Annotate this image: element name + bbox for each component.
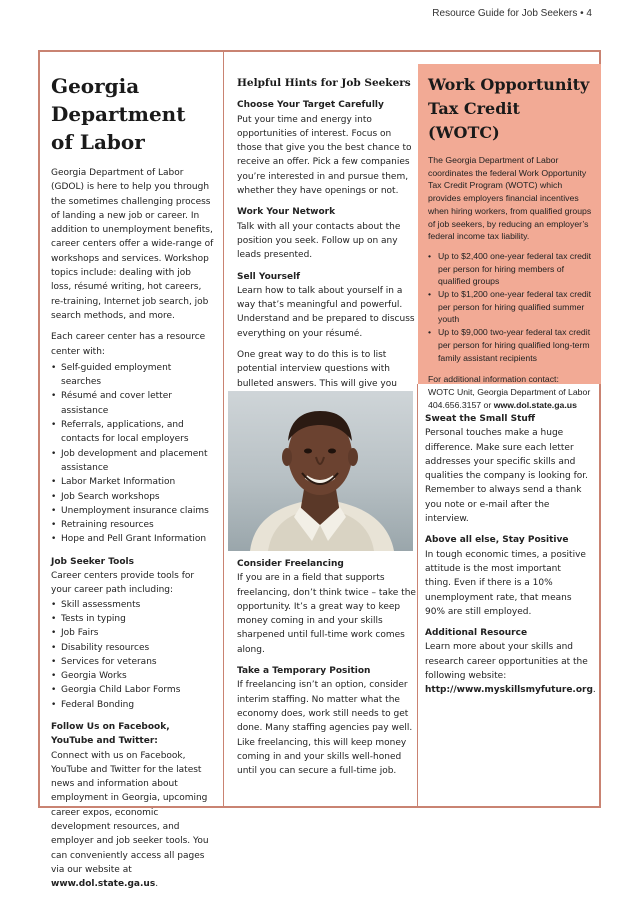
page-header: Resource Guide for Job Seekers • 4 bbox=[432, 8, 592, 19]
man-portrait-photo bbox=[228, 391, 413, 551]
middle-column-lower bbox=[237, 557, 417, 785]
list-item: • Georgia Child Labor Forms bbox=[51, 683, 214, 697]
right-column bbox=[425, 412, 596, 705]
wotc-box bbox=[418, 64, 601, 410]
portrait-illustration bbox=[228, 391, 413, 551]
list-item: • Job Fairs bbox=[51, 626, 214, 640]
list-item: • Up to $2,400 one-year federal tax credit per person for hiring members of qualified groups bbox=[428, 250, 593, 288]
list-item: • Unemployment insurance claims bbox=[51, 504, 214, 518]
social-end: . bbox=[155, 879, 159, 890]
hint-text: Put your time and energy into opportunities of interest. Focus on those that give you the best chance to receive an offer. Pick a few companies you’re interested in and pursue them, whether they have openings or not. bbox=[237, 114, 412, 197]
section-title-gdol bbox=[51, 72, 214, 156]
wotc-body bbox=[428, 154, 593, 411]
resource-link[interactable]: http://www.myskillsmyfuture.org bbox=[425, 685, 593, 696]
hint-heading: Take a Temporary Position bbox=[237, 666, 371, 677]
list-item: • Up to $1,200 one-year federal tax credit per person for hiring qualified summer youth bbox=[428, 288, 593, 326]
list-item: • Tests in typing bbox=[51, 612, 214, 626]
wotc-intro: The Georgia Department of Labor coordinates the federal Work Opportunity Tax Credit Program (WOTC) which provides employers financial incentives when hiring workers, from qualified groups of job seekers, by reducing an employer’s federal income tax liability. bbox=[428, 155, 592, 242]
list-item: • Up to $9,000 two-year federal tax credit per person for hiring qualified long-term family assistant recipients bbox=[428, 326, 593, 364]
list-item: • Skill assessments bbox=[51, 598, 214, 612]
title-line: Georgia bbox=[51, 74, 140, 98]
list-item: • Georgia Works bbox=[51, 669, 214, 683]
left-column bbox=[51, 72, 214, 899]
list-item: • Résumé and cover letter assistance bbox=[51, 389, 214, 418]
services-list bbox=[51, 361, 214, 547]
hint-extra: One great way to do this is to list potential interview questions with bulleted answers. This will give you bbox=[237, 350, 397, 389]
wotc-link[interactable]: www.dol.state.ga.us bbox=[493, 399, 577, 410]
hint-heading: Consider Freelancing bbox=[237, 559, 344, 569]
list-item: • Job Search workshops bbox=[51, 490, 214, 504]
list-item: • Services for veterans bbox=[51, 655, 214, 669]
tools-list bbox=[51, 598, 214, 712]
wotc-contact-line: WOTC Unit, Georgia Department of Labor 404.656.3157 or bbox=[428, 386, 591, 410]
middle-column bbox=[237, 76, 417, 412]
resource-heading: Additional Resource bbox=[425, 628, 528, 639]
social-text bbox=[51, 749, 214, 892]
list-item: • Hope and Pell Grant Information bbox=[51, 532, 214, 546]
tip-text: Personal touches make a huge difference. Make sure each letter addresses your specific skills and qualities the company is looking for. Remember to always send a thank you note or e-mail after the interview. bbox=[425, 428, 588, 525]
tools-heading: Job Seeker Tools bbox=[51, 556, 134, 567]
tip-heading: Above all else, Stay Positive bbox=[425, 535, 569, 546]
wotc-list bbox=[428, 250, 593, 364]
title-line: of Labor bbox=[51, 130, 145, 154]
resource-body: Learn more about your skills and research career opportunities at the following website: bbox=[425, 642, 588, 682]
list-item: • Referrals, applications, and contacts for local employers bbox=[51, 418, 214, 447]
list-item: • Federal Bonding bbox=[51, 698, 214, 712]
wotc-contact-intro: For additional information contact: bbox=[428, 374, 559, 385]
hint-heading: Sell Yourself bbox=[237, 271, 301, 282]
resource-text bbox=[425, 640, 596, 697]
column-divider-right bbox=[417, 384, 418, 808]
wotc-contact bbox=[428, 386, 593, 411]
column-divider-left bbox=[223, 50, 224, 808]
website-link[interactable]: www.dol.state.ga.us bbox=[51, 879, 156, 890]
hints-title: Helpful Hints for Job Seekers bbox=[237, 77, 411, 89]
tools-intro: Career centers provide tools for your career path including: bbox=[51, 571, 195, 596]
tip-text: In tough economic times, a positive attitude is the most important thing. Even if there is a 10% unemployment rate, that means 90% are still employed. bbox=[425, 549, 586, 617]
title-line: Department bbox=[51, 102, 186, 126]
hint-text: If you are in a field that supports freelancing, don’t think twice – take the opportunity. It’s a great way to keep money coming in and your skills sharpened until full-time work comes along. bbox=[237, 573, 416, 655]
hint-heading: Work Your Network bbox=[237, 207, 336, 218]
hint-text: If freelancing isn’t an option, consider interim staffing. No matter what the economy does, work still needs to get done. Many staffing agencies pay well. Like freelancing, this will keep money coming in and your skills well-honed until you can secure a full-time job. bbox=[237, 680, 413, 777]
list-item: • Disability resources bbox=[51, 641, 214, 655]
list-item: • Job development and placement assistance bbox=[51, 447, 214, 476]
list-item: • Labor Market Information bbox=[51, 475, 214, 489]
services-intro: Each career center has a resource center with: bbox=[51, 332, 206, 357]
gdol-intro: Georgia Department of Labor (GDOL) is here to help you through the sometimes challenging process of landing a new job or career. In addition to unemployment benefits, career centers offer a wide-range of workshops and services. Workshop topics include: dealing with job loss, résumé writing, hot careers, re-training, Internet job search, job search methods, and more. bbox=[51, 168, 214, 321]
list-item: • Self-guided employment searches bbox=[51, 361, 214, 390]
social-heading: Follow Us on Facebook, YouTube and Twitter: bbox=[51, 721, 170, 747]
social-body: Connect with us on Facebook, YouTube and Twitter for the latest news and information about employment in Georgia, upcoming career expos, economic development resources, and employer and job seeker tools. You can conveniently access all pages via our website at bbox=[51, 750, 209, 875]
tip-heading: Sweat the Small Stuff bbox=[425, 414, 536, 424]
resource-end: . bbox=[592, 685, 596, 696]
hint-text: Talk with all your contacts about the position you seek. Follow up on any leads presented. bbox=[237, 221, 401, 261]
wotc-title: Work Opportunity Tax Credit (WOTC) bbox=[428, 75, 590, 142]
list-item: • Retraining resources bbox=[51, 518, 214, 532]
hint-text: Learn how to talk about yourself in a way that’s meaningful and powerful. Understand and be prepared to discuss everything on your résumé. bbox=[237, 285, 415, 339]
hint-heading: Choose Your Target Carefully bbox=[237, 100, 384, 111]
